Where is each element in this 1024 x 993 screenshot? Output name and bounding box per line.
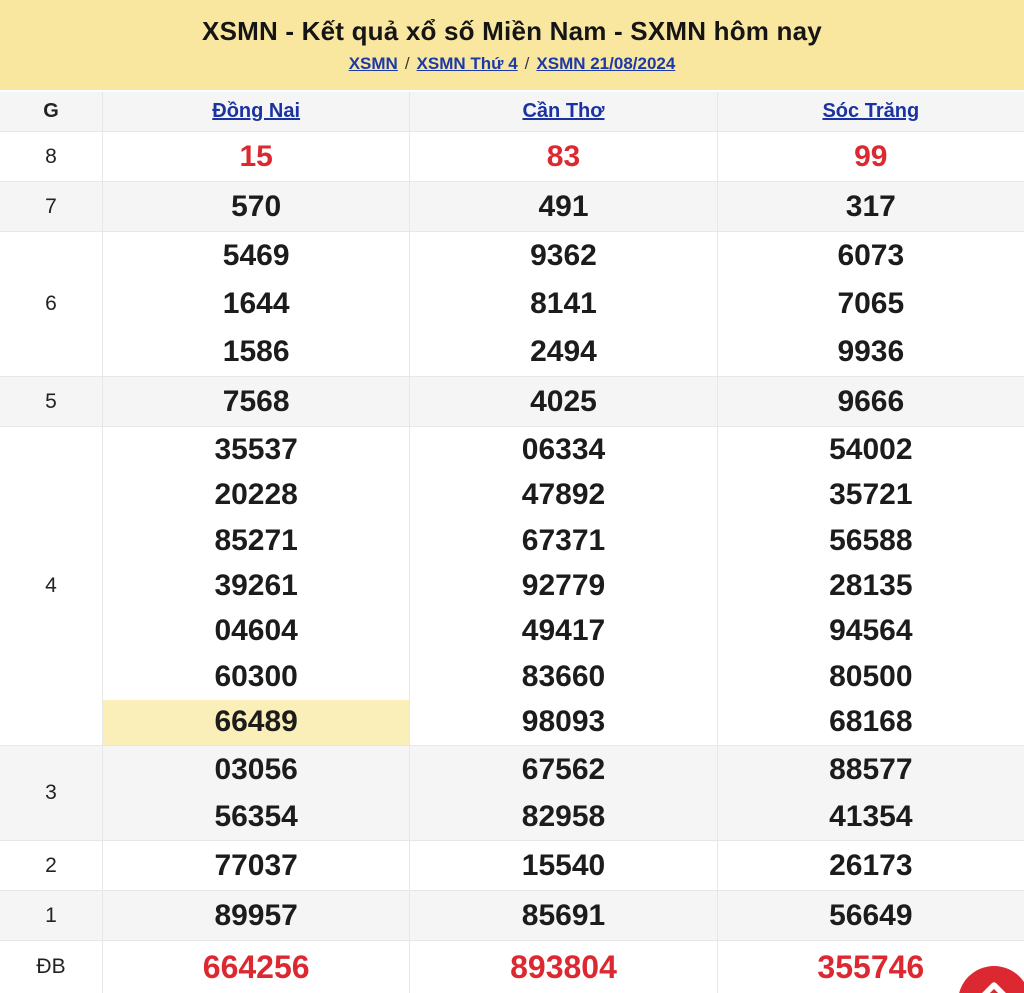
table-row bbox=[0, 232, 1024, 377]
result-number: 89957 bbox=[214, 898, 298, 932]
result-number: 39261 bbox=[214, 568, 298, 602]
province-numbers-cell bbox=[410, 182, 717, 231]
province-numbers-cell bbox=[410, 377, 717, 426]
result-number: 4025 bbox=[530, 384, 597, 418]
province-numbers-cell bbox=[410, 746, 717, 840]
table-row bbox=[0, 132, 1024, 182]
table-row bbox=[0, 941, 1024, 993]
prize-label: 2 bbox=[0, 841, 103, 890]
result-number: 68168 bbox=[829, 705, 913, 739]
prize-label: 3 bbox=[0, 746, 103, 840]
province-numbers-cell bbox=[103, 377, 410, 426]
result-number: 92779 bbox=[521, 568, 606, 602]
province-numbers-cell bbox=[718, 891, 1024, 940]
prize-label: 4 bbox=[0, 427, 103, 745]
result-number: 1644 bbox=[222, 287, 290, 320]
result-number: 82958 bbox=[521, 799, 606, 833]
province-numbers-cell bbox=[103, 132, 410, 181]
result-number: 15 bbox=[239, 139, 273, 173]
province-numbers-cell bbox=[410, 941, 717, 993]
breadcrumb-link-xsmn-date[interactable]: XSMN 21/08/2024 bbox=[536, 54, 676, 73]
result-number: 355746 bbox=[817, 948, 925, 985]
result-number: 66489 bbox=[103, 700, 409, 745]
result-number: 28135 bbox=[829, 568, 913, 602]
result-number: 49417 bbox=[521, 614, 606, 648]
result-number: 56588 bbox=[829, 523, 913, 557]
result-number: 8141 bbox=[530, 287, 597, 320]
province-numbers-cell bbox=[103, 746, 410, 840]
province-numbers-cell bbox=[718, 232, 1024, 376]
results-table bbox=[0, 92, 1024, 993]
result-number: 9666 bbox=[837, 384, 905, 418]
province-numbers-cell bbox=[718, 841, 1024, 890]
table-body bbox=[0, 132, 1024, 993]
breadcrumb-link-xsmn[interactable]: XSMN bbox=[348, 54, 398, 73]
result-number: 06334 bbox=[521, 432, 606, 466]
province-numbers-cell bbox=[410, 132, 717, 181]
result-number: 83 bbox=[546, 139, 581, 173]
result-number: 35537 bbox=[214, 432, 298, 466]
province-link-soc-trang[interactable]: Sóc Trăng bbox=[822, 100, 920, 122]
result-number: 7568 bbox=[222, 384, 290, 418]
result-number: 83660 bbox=[521, 659, 606, 693]
result-number: 9936 bbox=[837, 335, 905, 368]
prize-column-header-cell bbox=[0, 92, 103, 131]
province-numbers-cell bbox=[103, 232, 410, 376]
prize-label: 1 bbox=[0, 891, 103, 940]
result-number: 2494 bbox=[530, 335, 597, 368]
result-number: 570 bbox=[231, 189, 282, 223]
column-header-dong-nai bbox=[103, 92, 410, 131]
column-header-soc-trang bbox=[718, 92, 1024, 131]
result-number: 20228 bbox=[214, 478, 298, 512]
result-number: 98093 bbox=[521, 705, 606, 739]
chevron-up-icon bbox=[979, 981, 1009, 993]
page-title: XSMN - Kết quả xổ số Miền Nam - SXMN hôm nay bbox=[202, 16, 822, 46]
result-number: 60300 bbox=[214, 659, 298, 693]
province-numbers-cell bbox=[718, 377, 1024, 426]
prize-column-header: G bbox=[43, 100, 59, 122]
province-numbers-cell bbox=[103, 841, 410, 890]
page-header-banner bbox=[0, 0, 1024, 90]
province-numbers-cell bbox=[410, 891, 717, 940]
province-link-dong-nai[interactable]: Đồng Nai bbox=[212, 100, 301, 122]
table-row bbox=[0, 377, 1024, 427]
province-numbers-cell bbox=[103, 891, 410, 940]
result-number: 04604 bbox=[214, 614, 298, 648]
province-numbers-cell bbox=[410, 427, 717, 745]
result-number: 5469 bbox=[222, 239, 290, 272]
result-number: 47892 bbox=[521, 478, 606, 512]
result-number: 15540 bbox=[521, 848, 606, 882]
breadcrumb bbox=[349, 54, 676, 74]
result-number: 80500 bbox=[829, 659, 913, 693]
column-header-can-tho bbox=[410, 92, 717, 131]
table-header-row bbox=[0, 92, 1024, 132]
table-row bbox=[0, 891, 1024, 941]
result-number: 56649 bbox=[829, 898, 913, 932]
result-number: 317 bbox=[845, 189, 896, 223]
result-number: 664256 bbox=[202, 948, 310, 985]
result-number: 67562 bbox=[521, 752, 606, 786]
result-number: 85271 bbox=[214, 523, 298, 557]
province-numbers-cell bbox=[410, 232, 717, 376]
result-number: 85691 bbox=[521, 898, 606, 932]
result-number: 491 bbox=[538, 189, 589, 223]
province-numbers-cell bbox=[718, 182, 1024, 231]
result-number: 35721 bbox=[829, 478, 913, 512]
province-numbers-cell bbox=[103, 427, 410, 745]
result-number: 67371 bbox=[521, 523, 606, 557]
result-number: 88577 bbox=[829, 752, 913, 786]
province-numbers-cell bbox=[718, 132, 1024, 181]
breadcrumb-separator: / bbox=[524, 54, 530, 73]
result-number: 41354 bbox=[829, 799, 913, 833]
prize-label: 8 bbox=[0, 132, 103, 181]
breadcrumb-link-xsmn-thu-4[interactable]: XSMN Thứ 4 bbox=[416, 54, 518, 73]
table-row bbox=[0, 182, 1024, 232]
result-number: 26173 bbox=[829, 848, 913, 882]
result-number: 6073 bbox=[837, 239, 905, 272]
table-row bbox=[0, 841, 1024, 891]
result-number: 99 bbox=[854, 139, 888, 173]
province-numbers-cell bbox=[103, 182, 410, 231]
result-number: 9362 bbox=[530, 239, 597, 272]
prize-label: 7 bbox=[0, 182, 103, 231]
result-number: 94564 bbox=[829, 614, 913, 648]
result-number: 7065 bbox=[837, 287, 905, 320]
prize-label: 6 bbox=[0, 232, 103, 376]
province-numbers-cell bbox=[718, 427, 1024, 745]
table-row bbox=[0, 746, 1024, 841]
prize-label: ĐB bbox=[0, 941, 103, 993]
province-numbers-cell bbox=[410, 841, 717, 890]
result-number: 1586 bbox=[222, 335, 290, 368]
result-number: 56354 bbox=[214, 799, 298, 833]
result-number: 03056 bbox=[214, 752, 298, 786]
result-number: 77037 bbox=[214, 848, 298, 882]
result-number: 54002 bbox=[829, 432, 913, 466]
prize-label: 5 bbox=[0, 377, 103, 426]
province-numbers-cell bbox=[103, 941, 410, 993]
result-number: 893804 bbox=[510, 948, 617, 985]
table-row bbox=[0, 427, 1024, 746]
breadcrumb-separator: / bbox=[404, 54, 410, 73]
province-numbers-cell bbox=[718, 746, 1024, 840]
province-link-can-tho[interactable]: Cần Thơ bbox=[522, 100, 605, 122]
